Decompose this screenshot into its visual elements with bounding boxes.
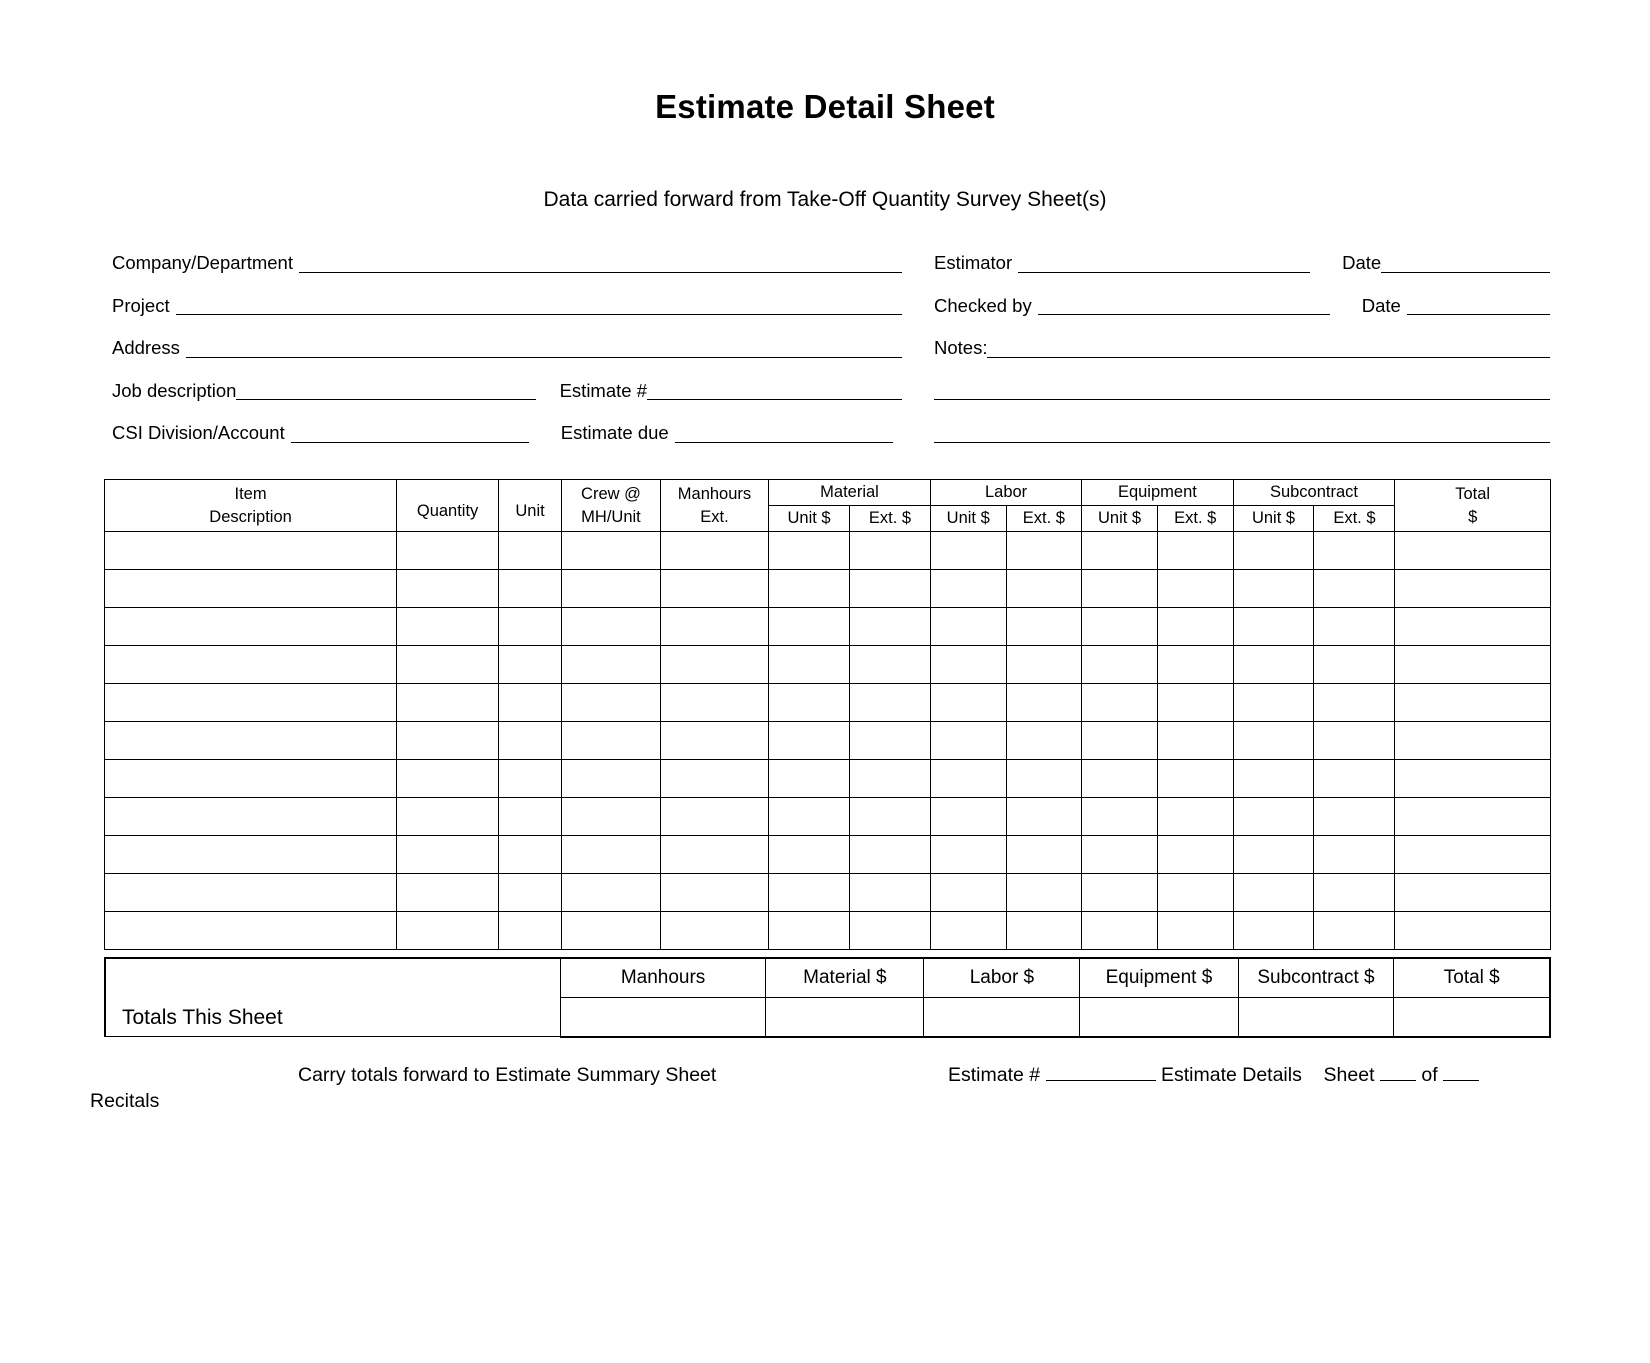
project-label: Project — [112, 294, 170, 316]
col-header-total: Total $ — [1395, 479, 1551, 531]
table-cell[interactable] — [397, 683, 499, 721]
estimate-due-input[interactable] — [675, 427, 893, 443]
job-description-input[interactable] — [236, 384, 536, 400]
table-header-row-group — [105, 479, 1551, 505]
table-cell[interactable] — [850, 759, 931, 797]
table-cell[interactable] — [1082, 911, 1158, 949]
table-cell[interactable] — [105, 911, 397, 949]
table-cell[interactable] — [1006, 911, 1082, 949]
table-cell[interactable] — [1233, 683, 1314, 721]
table-row — [105, 759, 1551, 797]
table-cell[interactable] — [1395, 531, 1551, 569]
table-cell[interactable] — [1233, 759, 1314, 797]
date-2-label: Date — [1361, 294, 1401, 316]
estimate-number-input[interactable] — [647, 384, 902, 400]
totals-value-total[interactable] — [1394, 997, 1550, 1037]
table-cell[interactable] — [1233, 797, 1314, 835]
col-header-material-ext: Ext. $ — [850, 505, 931, 531]
table-cell[interactable] — [499, 607, 562, 645]
table-cell[interactable] — [850, 683, 931, 721]
job-description-label: Job description — [112, 379, 237, 401]
footer-estimate-number-label: Estimate # — [948, 1063, 1041, 1086]
date-1-label: Date — [1342, 252, 1382, 273]
table-cell[interactable] — [499, 531, 562, 569]
table-cell[interactable] — [397, 835, 499, 873]
table-cell[interactable] — [499, 873, 562, 911]
table-cell[interactable] — [1314, 645, 1395, 683]
address-label: Address — [112, 337, 180, 358]
totals-table — [104, 957, 1551, 1038]
table-cell[interactable] — [105, 721, 397, 759]
table-cell[interactable] — [1314, 531, 1395, 569]
table-cell[interactable] — [1233, 569, 1314, 607]
table-cell[interactable] — [562, 683, 661, 721]
table-cell[interactable] — [769, 797, 850, 835]
table-row — [105, 531, 1551, 569]
project-input[interactable] — [176, 299, 902, 315]
table-cell[interactable] — [397, 569, 499, 607]
table-cell[interactable] — [930, 873, 1006, 911]
table-cell[interactable] — [850, 873, 931, 911]
table-cell[interactable] — [930, 835, 1006, 873]
table-cell[interactable] — [660, 873, 768, 911]
table-cell[interactable] — [850, 721, 931, 759]
form-row-project — [112, 294, 1550, 316]
checked-by-input[interactable] — [1038, 299, 1330, 315]
table-cell[interactable] — [105, 835, 397, 873]
notes-input-line-1[interactable] — [987, 342, 1550, 358]
company-department-label: Company/Department — [112, 252, 293, 273]
table-cell[interactable] — [1082, 683, 1158, 721]
table-cell[interactable] — [930, 911, 1006, 949]
col-header-equipment-group: Equipment — [1082, 479, 1233, 505]
table-cell[interactable] — [1314, 607, 1395, 645]
table-cell[interactable] — [105, 873, 397, 911]
table-cell[interactable] — [1157, 569, 1233, 607]
table-cell[interactable] — [930, 531, 1006, 569]
table-cell[interactable] — [1314, 873, 1395, 911]
estimate-detail-sheet-page — [0, 88, 1650, 1363]
totals-value-subcontract[interactable] — [1238, 997, 1394, 1037]
checked-by-label: Checked by — [934, 294, 1032, 316]
table-cell[interactable] — [105, 645, 397, 683]
table-cell[interactable] — [562, 645, 661, 683]
table-cell[interactable] — [660, 721, 768, 759]
footer-sheet-count-input[interactable] — [1443, 1065, 1479, 1081]
table-cell[interactable] — [850, 531, 931, 569]
notes-input-line-3[interactable] — [934, 427, 1550, 443]
table-cell[interactable] — [397, 645, 499, 683]
table-cell[interactable] — [397, 873, 499, 911]
table-cell[interactable] — [660, 683, 768, 721]
table-cell[interactable] — [1395, 645, 1551, 683]
table-cell[interactable] — [562, 721, 661, 759]
table-cell[interactable] — [1006, 645, 1082, 683]
table-cell[interactable] — [499, 645, 562, 683]
date-2-input[interactable] — [1407, 299, 1550, 315]
col-header-labor-unit: Unit $ — [930, 505, 1006, 531]
table-cell[interactable] — [660, 645, 768, 683]
table-cell[interactable] — [499, 911, 562, 949]
table-cell[interactable] — [1082, 645, 1158, 683]
col-header-subcontract-ext: Ext. $ — [1314, 505, 1395, 531]
table-cell[interactable] — [1082, 721, 1158, 759]
page-footer — [0, 1064, 1650, 1134]
table-cell[interactable] — [930, 683, 1006, 721]
table-row — [105, 721, 1551, 759]
table-cell[interactable] — [1395, 569, 1551, 607]
table-cell[interactable] — [562, 911, 661, 949]
totals-col-header-total: Total $ — [1394, 958, 1550, 998]
table-cell[interactable] — [1395, 835, 1551, 873]
table-row — [105, 683, 1551, 721]
estimate-line-items-table-wrapper — [104, 479, 1550, 950]
col-header-manhours-ext: Manhours Ext. — [660, 479, 768, 531]
notes-input-line-2[interactable] — [934, 384, 1550, 400]
table-row — [105, 797, 1551, 835]
table-cell[interactable] — [1006, 721, 1082, 759]
notes-label: Notes: — [934, 337, 988, 358]
table-cell[interactable] — [562, 797, 661, 835]
table-cell[interactable] — [1233, 607, 1314, 645]
page-title: Estimate Detail Sheet — [655, 88, 995, 125]
table-cell[interactable] — [769, 759, 850, 797]
table-cell[interactable] — [769, 835, 850, 873]
table-cell[interactable] — [499, 721, 562, 759]
table-cell[interactable] — [1314, 721, 1395, 759]
table-cell[interactable] — [660, 607, 768, 645]
table-cell[interactable] — [1395, 607, 1551, 645]
table-cell[interactable] — [1082, 607, 1158, 645]
totals-this-sheet-label: Totals This Sheet — [105, 958, 560, 1037]
col-header-material-unit: Unit $ — [769, 505, 850, 531]
table-cell[interactable] — [499, 683, 562, 721]
estimate-due-label: Estimate due — [560, 422, 669, 443]
table-row — [105, 645, 1551, 683]
estimator-label: Estimator — [934, 252, 1013, 273]
totals-col-header-subcontract: Subcontract $ — [1238, 958, 1394, 998]
table-cell[interactable] — [660, 835, 768, 873]
table-cell[interactable] — [1233, 911, 1314, 949]
table-row — [105, 607, 1551, 645]
table-row — [105, 569, 1551, 607]
table-cell[interactable] — [1395, 683, 1551, 721]
table-cell[interactable] — [1314, 835, 1395, 873]
table-cell[interactable] — [1006, 569, 1082, 607]
table-cell[interactable] — [930, 607, 1006, 645]
table-cell[interactable] — [105, 607, 397, 645]
table-cell[interactable] — [660, 759, 768, 797]
col-header-subcontract-unit: Unit $ — [1233, 505, 1314, 531]
table-cell[interactable] — [1157, 721, 1233, 759]
table-cell[interactable] — [397, 759, 499, 797]
table-cell[interactable] — [769, 645, 850, 683]
totals-value-labor[interactable] — [924, 997, 1080, 1037]
col-header-labor-ext: Ext. $ — [1006, 505, 1082, 531]
table-cell[interactable] — [660, 531, 768, 569]
table-cell[interactable] — [1233, 721, 1314, 759]
table-cell[interactable] — [1082, 873, 1158, 911]
footer-estimate-line — [948, 1064, 1479, 1087]
table-cell[interactable] — [397, 721, 499, 759]
page-subtitle: Data carried forward from Take-Off Quantity Survey Sheet(s) — [543, 188, 1107, 211]
table-cell[interactable] — [1082, 759, 1158, 797]
table-cell[interactable] — [1157, 645, 1233, 683]
footer-sheet-number-input[interactable] — [1380, 1065, 1416, 1081]
form-row-address — [112, 339, 1550, 358]
table-cell[interactable] — [105, 759, 397, 797]
table-row — [105, 835, 1551, 873]
table-cell[interactable] — [769, 911, 850, 949]
table-cell[interactable] — [1006, 607, 1082, 645]
col-header-material-group: Material — [769, 479, 931, 505]
company-department-input[interactable] — [299, 257, 902, 273]
totals-header-row — [105, 958, 1550, 998]
table-cell[interactable] — [1233, 531, 1314, 569]
table-cell[interactable] — [769, 873, 850, 911]
col-header-labor-group: Labor — [930, 479, 1081, 505]
table-cell[interactable] — [1082, 835, 1158, 873]
table-cell[interactable] — [850, 607, 931, 645]
table-cell[interactable] — [769, 531, 850, 569]
form-row-job-description — [112, 379, 1550, 401]
table-cell[interactable] — [1157, 911, 1233, 949]
totals-value-manhours[interactable] — [560, 997, 766, 1037]
col-header-item-description: Item Description — [105, 479, 397, 531]
table-cell[interactable] — [397, 607, 499, 645]
date-1-input[interactable] — [1381, 257, 1550, 273]
table-cell[interactable] — [105, 531, 397, 569]
table-cell[interactable] — [1157, 607, 1233, 645]
table-cell[interactable] — [930, 569, 1006, 607]
form-row-company — [112, 254, 1550, 273]
table-cell[interactable] — [562, 835, 661, 873]
table-cell[interactable] — [850, 645, 931, 683]
table-cell[interactable] — [1157, 759, 1233, 797]
table-cell[interactable] — [930, 797, 1006, 835]
table-row — [105, 911, 1551, 949]
table-cell[interactable] — [660, 911, 768, 949]
table-cell[interactable] — [1314, 569, 1395, 607]
table-cell[interactable] — [1395, 721, 1551, 759]
table-cell[interactable] — [1395, 911, 1551, 949]
table-cell[interactable] — [930, 759, 1006, 797]
table-cell[interactable] — [499, 759, 562, 797]
table-cell[interactable] — [1082, 797, 1158, 835]
estimate-line-items-table — [104, 479, 1551, 950]
table-cell[interactable] — [769, 683, 850, 721]
table-cell[interactable] — [499, 797, 562, 835]
address-input[interactable] — [186, 342, 902, 358]
table-cell[interactable] — [850, 835, 931, 873]
totals-value-material[interactable] — [766, 997, 924, 1037]
col-header-equipment-unit: Unit $ — [1082, 505, 1158, 531]
carry-totals-note: Carry totals forward to Estimate Summary Sheet — [298, 1063, 717, 1086]
table-cell[interactable] — [1006, 759, 1082, 797]
form-row-csi — [112, 424, 1550, 443]
footer-estimate-number-input[interactable] — [1046, 1065, 1156, 1081]
table-cell[interactable] — [1157, 835, 1233, 873]
table-cell[interactable] — [1395, 873, 1551, 911]
totals-col-header-material: Material $ — [766, 958, 924, 998]
table-cell[interactable] — [105, 683, 397, 721]
table-cell[interactable] — [1157, 683, 1233, 721]
table-cell[interactable] — [660, 797, 768, 835]
table-cell[interactable] — [1233, 835, 1314, 873]
totals-table-wrapper — [104, 957, 1550, 1038]
table-cell[interactable] — [850, 797, 931, 835]
table-cell[interactable] — [562, 607, 661, 645]
estimator-input[interactable] — [1018, 257, 1310, 273]
csi-division-account-input[interactable] — [291, 427, 529, 443]
table-cell[interactable] — [562, 531, 661, 569]
table-cell[interactable] — [769, 607, 850, 645]
table-cell[interactable] — [1314, 797, 1395, 835]
table-cell[interactable] — [397, 531, 499, 569]
totals-col-header-equipment: Equipment $ — [1080, 958, 1238, 998]
table-cell[interactable] — [1006, 835, 1082, 873]
header-form — [0, 254, 1650, 443]
table-cell[interactable] — [1157, 797, 1233, 835]
footer-sheet-label: Sheet — [1323, 1063, 1375, 1086]
table-cell[interactable] — [1006, 531, 1082, 569]
table-cell[interactable] — [1395, 759, 1551, 797]
table-cell[interactable] — [499, 835, 562, 873]
table-cell[interactable] — [105, 569, 397, 607]
table-cell[interactable] — [1233, 873, 1314, 911]
table-cell[interactable] — [1006, 873, 1082, 911]
table-row — [105, 873, 1551, 911]
col-header-crew-mh-per-unit: Crew @ MH/Unit — [562, 479, 661, 531]
table-cell[interactable] — [397, 911, 499, 949]
table-cell[interactable] — [850, 911, 931, 949]
totals-value-equipment[interactable] — [1080, 997, 1238, 1037]
table-cell[interactable] — [769, 721, 850, 759]
table-cell[interactable] — [660, 569, 768, 607]
table-cell[interactable] — [1395, 797, 1551, 835]
col-header-unit: Unit — [499, 479, 562, 531]
table-cell[interactable] — [1006, 797, 1082, 835]
table-cell[interactable] — [562, 569, 661, 607]
table-cell[interactable] — [1233, 645, 1314, 683]
table-cell[interactable] — [850, 569, 931, 607]
table-cell[interactable] — [1314, 911, 1395, 949]
table-body — [105, 531, 1551, 949]
table-cell[interactable] — [1082, 569, 1158, 607]
footer-estimate-details-label: Estimate Details — [1160, 1063, 1302, 1086]
table-cell[interactable] — [1314, 683, 1395, 721]
table-cell[interactable] — [562, 759, 661, 797]
table-cell[interactable] — [562, 873, 661, 911]
totals-col-header-labor: Labor $ — [924, 958, 1080, 998]
estimate-number-label: Estimate # — [559, 379, 647, 401]
table-cell[interactable] — [397, 797, 499, 835]
totals-col-header-manhours: Manhours — [560, 958, 766, 998]
footer-of-label: of — [1421, 1063, 1438, 1086]
table-cell[interactable] — [1082, 531, 1158, 569]
table-cell[interactable] — [1006, 683, 1082, 721]
table-cell[interactable] — [499, 569, 562, 607]
recitals-label: Recitals — [90, 1089, 160, 1112]
csi-division-account-label: CSI Division/Account — [112, 422, 285, 443]
col-header-subcontract-group: Subcontract — [1233, 479, 1395, 505]
table-cell[interactable] — [1314, 759, 1395, 797]
table-cell[interactable] — [930, 721, 1006, 759]
col-header-quantity: Quantity — [397, 479, 499, 531]
col-header-equipment-ext: Ext. $ — [1157, 505, 1233, 531]
table-cell[interactable] — [1157, 873, 1233, 911]
table-cell[interactable] — [930, 645, 1006, 683]
table-cell[interactable] — [769, 569, 850, 607]
table-cell[interactable] — [105, 797, 397, 835]
table-cell[interactable] — [1157, 531, 1233, 569]
